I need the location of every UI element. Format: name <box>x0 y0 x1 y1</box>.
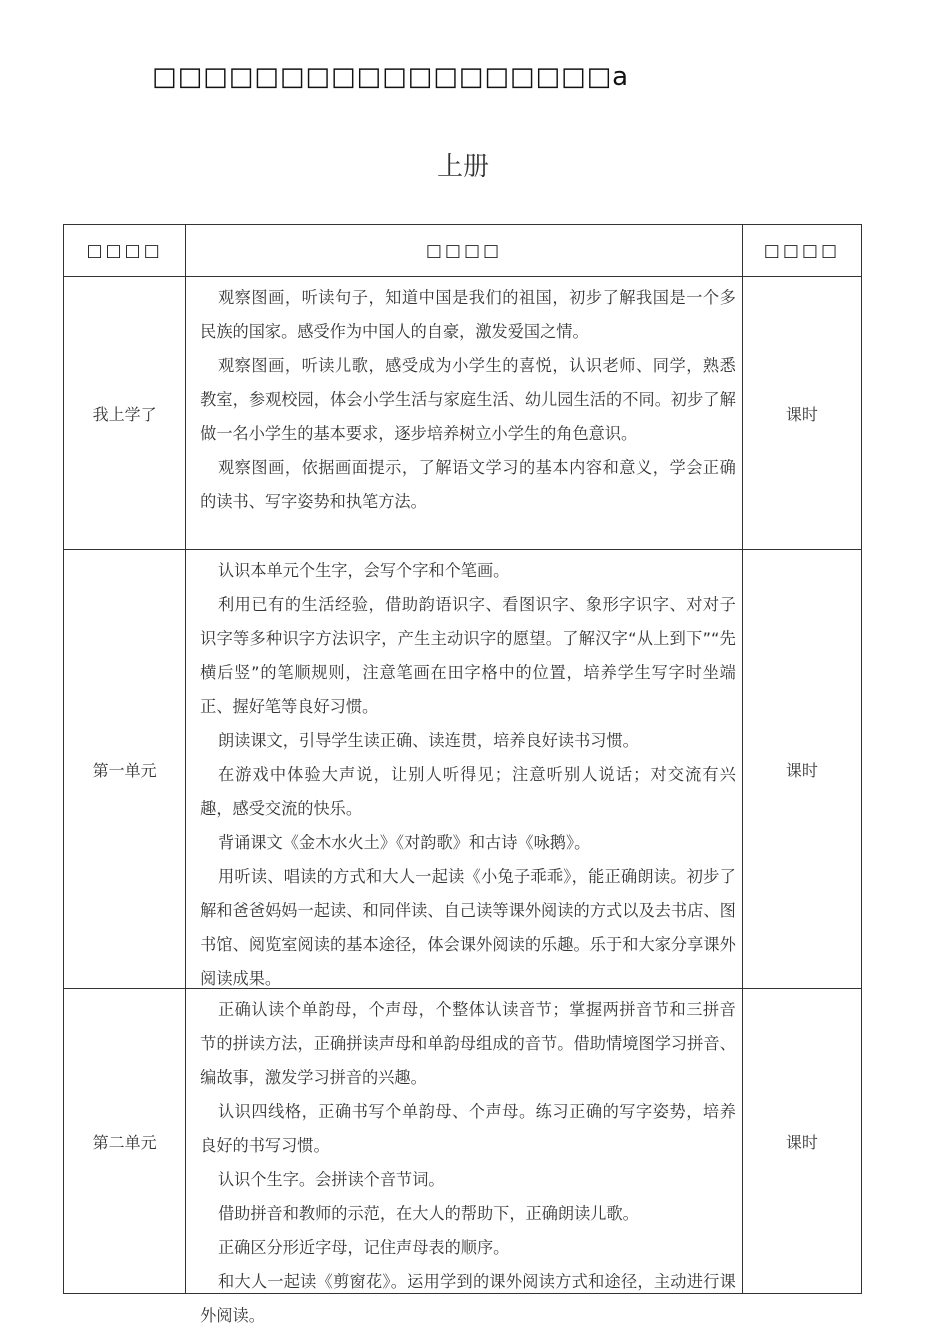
teaching-plan-table <box>63 224 862 1325</box>
objective-paragraph: 观察图画，听读儿歌，感受成为小学生的喜悦，认识老师、同学，熟悉教室，参观校园，体会小学生活与家庭生活、幼儿园生活的不同。初步了解做一名小学生的基本要求，逐步培养树立小学生的角色意识。 <box>200 356 736 443</box>
unit-hours: 课时 <box>742 277 861 550</box>
objective-paragraph: 朗读课文，引导学生读正确、读连贯，培养良好读书习惯。 <box>217 731 639 750</box>
header-hours: □□□□ <box>742 225 861 277</box>
objective-paragraph: 认识四线格，正确书写个单韵母、个声母。练习正确的写字姿势，培养良好的书写习惯。 <box>200 1102 736 1155</box>
header-objectives: □□□□ <box>186 225 743 277</box>
unit-objectives <box>186 550 743 989</box>
objective-paragraph: 用听读、唱读的方式和大人一起读《小兔子乖乖》，能正确朗读。初步了解和爸爸妈妈一起读、和同伴读、自己读等课外阅读的方式以及去书店、图书馆、阅览室阅读的基本途径，体会课外阅读的乐趣。乐于和大家分享课外阅读成果。 <box>200 867 736 988</box>
table-header-row <box>64 225 862 277</box>
unit-hours: 课时 <box>742 550 861 989</box>
objective-paragraph: 利用已有的生活经验，借助韵语识字、看图识字、象形字识字、对对子识字等多种识字方法识字，产生主动识字的愿望。了解汉字“从上到下”“先横后竖”的笔顺规则，注意笔画在田字格中的位置，培养学生写字时坐端正、握好笔等良好习惯。 <box>200 595 736 716</box>
objective-paragraph: 认识本单元个生字，会写个字和个笔画。 <box>217 561 510 580</box>
unit-name: 第一单元 <box>64 550 186 989</box>
unit-name: 第二单元 <box>64 989 186 1294</box>
table-row <box>64 277 862 550</box>
unit-name: 我上学了 <box>64 277 186 550</box>
header-unit: □□□□ <box>64 225 186 277</box>
objective-paragraph: 在游戏中体验大声说，让别人听得见；注意听别人说话；对交流有兴趣，感受交流的快乐。 <box>200 765 736 818</box>
objective-paragraph: 正确区分形近字母，记住声母表的顺序。 <box>217 1238 510 1257</box>
unit-hours: 课时 <box>742 989 861 1294</box>
objective-paragraph: 背诵课文《金木水火土》《对韵歌》和古诗《咏鹅》。 <box>217 833 591 852</box>
objective-paragraph: 正确认读个单韵母，个声母，个整体认读音节；掌握两拼音节和三拼音节的拼读方法，正确拼读声母和单韵母组成的音节。借助情境图学习拼音、编故事，激发学习拼音的兴趣。 <box>200 1000 736 1087</box>
unit-objectives <box>186 277 743 550</box>
document-title: □□□□□□□□□□□□□□□□□□a <box>152 62 630 92</box>
document-subtitle: 上册 <box>436 152 489 182</box>
objective-paragraph: 观察图画，依据画面提示，了解语文学习的基本内容和意义，学会正确的读书、写字姿势和执笔方法。 <box>200 458 736 511</box>
table-row <box>64 989 862 1294</box>
objective-paragraph: 观察图画，听读句子，知道中国是我们的祖国，初步了解我国是一个多民族的国家。感受作为中国人的自豪，激发爱国之情。 <box>200 288 736 341</box>
table-row <box>64 550 862 989</box>
objective-paragraph: 和大人一起读《剪窗花》。运用学到的课外阅读方式和途径，主动进行课外阅读。 <box>200 1272 736 1325</box>
unit-objectives <box>186 989 743 1325</box>
objective-paragraph: 借助拼音和教师的示范，在大人的帮助下，正确朗读儿歌。 <box>217 1204 639 1223</box>
objective-paragraph: 认识个生字。会拼读个音节词。 <box>217 1170 445 1189</box>
